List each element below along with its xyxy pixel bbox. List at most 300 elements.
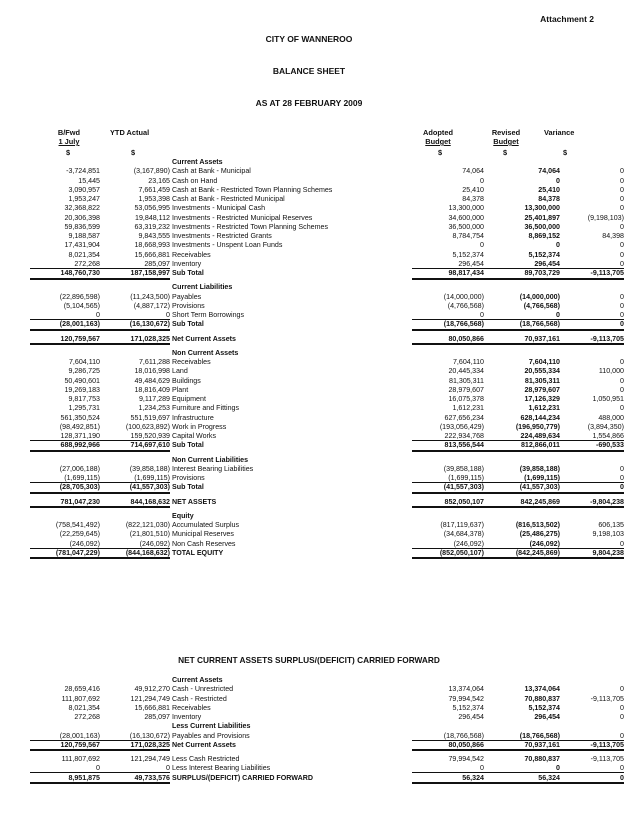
variance-cell: 110,000 — [598, 367, 624, 376]
adopted-budget-cell: (1,699,115) — [448, 474, 484, 482]
variance-cell: 0 — [620, 320, 624, 329]
bfwd-cell: 8,021,354 — [68, 250, 100, 259]
revised-budget-cell: 224,489,634 — [520, 432, 560, 440]
header-adopted: Adopted Budget — [423, 128, 453, 146]
ytd-cell: 0 — [166, 764, 170, 773]
variance-cell: 0 — [620, 358, 624, 366]
variance-cell: 0 — [620, 464, 624, 473]
revised-budget-cell: (816,513,502) — [515, 521, 560, 529]
ytd-cell: 9,117,289 — [138, 395, 170, 403]
rule-line — [30, 557, 170, 559]
adopted-budget-cell: 5,152,374 — [452, 703, 484, 712]
variance-cell: 0 — [620, 292, 624, 301]
row-label: Payables — [172, 292, 202, 301]
revised-budget-cell: (18,766,568) — [519, 320, 560, 329]
table-row — [30, 213, 624, 223]
table-row — [30, 259, 624, 269]
bfwd-cell: 20,306,398 — [64, 213, 100, 222]
rule-line — [412, 492, 624, 494]
total-row — [30, 740, 624, 750]
ytd-cell: 171,028,325 — [130, 740, 170, 749]
table-row — [30, 404, 624, 413]
revised-budget-cell: 84,378 — [538, 195, 560, 203]
ytd-cell: 285,097 — [144, 259, 170, 268]
bfwd-cell: 9,286,725 — [68, 367, 100, 376]
ytd-cell: 49,912,270 — [134, 685, 170, 694]
bfwd-cell: 0 — [96, 311, 100, 319]
adopted-budget-cell: 8,784,754 — [452, 232, 484, 240]
adopted-budget-cell: 0 — [480, 241, 484, 250]
section-heading-label: Less Current Liabilities — [172, 722, 251, 731]
variance-cell: 0 — [620, 204, 624, 213]
rule-line — [412, 506, 624, 508]
bfwd-cell: 32,368,822 — [64, 204, 100, 213]
revised-budget-cell: (18,766,568) — [519, 731, 560, 740]
bfwd-cell: 9,817,753 — [68, 395, 100, 403]
ytd-cell: 9,843,555 — [138, 232, 170, 240]
revised-budget-cell: 25,410 — [538, 185, 560, 194]
bfwd-cell: 148,760,730 — [60, 269, 100, 277]
rule-line — [412, 749, 624, 751]
adopted-budget-cell: (193,056,429) — [439, 422, 484, 431]
row-label: Receivables — [172, 703, 211, 712]
variance-cell: 0 — [620, 483, 624, 492]
ytd-cell: (3,167,890) — [133, 167, 170, 176]
adopted-budget-cell: 84,378 — [462, 195, 484, 203]
revised-budget-cell: 842,245,869 — [520, 497, 560, 506]
ytd-cell: 23,165 — [148, 176, 170, 185]
variance-cell: 0 — [620, 259, 624, 268]
adopted-budget-cell: (14,000,000) — [443, 292, 484, 301]
bfwd-cell: 128,371,190 — [60, 432, 100, 440]
variance-cell: -9,113,705 — [590, 269, 624, 277]
revised-budget-cell: 0 — [556, 764, 560, 773]
table-row — [30, 385, 624, 395]
variance-cell: 9,804,238 — [592, 548, 624, 557]
row-label: Investments - Restricted Town Planning Schemes — [172, 222, 329, 231]
adopted-budget-cell: 5,152,374 — [452, 250, 484, 259]
row-label: Equipment — [172, 395, 206, 403]
row-label: Cash on Hand — [172, 176, 218, 185]
variance-cell: 0 — [620, 311, 624, 319]
rule-line — [412, 278, 624, 280]
ytd-cell: (16,130,672) — [129, 320, 170, 329]
table-row — [30, 521, 624, 530]
row-label: Less Interest Bearing Liabilities — [172, 764, 271, 773]
section-heading — [30, 283, 596, 292]
ytd-cell: 19,848,112 — [135, 213, 170, 222]
bfwd-cell: 19,269,183 — [64, 385, 100, 394]
row-label: Inventory — [172, 713, 202, 721]
variance-cell: -9,113,705 — [590, 755, 624, 763]
row-label: Inventory — [172, 259, 202, 268]
ytd-cell: 121,294,749 — [130, 755, 170, 763]
variance-cell: 606,135 — [598, 521, 624, 529]
bfwd-cell: 17,431,904 — [64, 241, 100, 250]
revised-budget-cell: (4,766,568) — [523, 301, 560, 310]
bfwd-cell: (28,705,303) — [59, 483, 100, 492]
table-row — [30, 232, 624, 241]
bfwd-cell: 272,268 — [74, 713, 100, 721]
revised-budget-cell: (196,950,779) — [515, 422, 560, 431]
variance-cell: -9,113,705 — [590, 694, 624, 703]
ytd-cell: (4,887,172) — [133, 301, 170, 310]
variance-cell: 0 — [620, 385, 624, 394]
ytd-cell: 49,733,576 — [134, 773, 170, 782]
bfwd-cell: 8,951,875 — [68, 773, 100, 782]
ytd-cell: 49,484,629 — [134, 376, 170, 385]
bfwd-cell: 50,490,601 — [64, 376, 100, 385]
revised-budget-cell: 74,064 — [538, 167, 560, 176]
adopted-budget-cell: 852,050,107 — [444, 497, 484, 506]
revised-budget-cell: (1,699,115) — [524, 474, 560, 482]
variance-cell: 0 — [620, 195, 624, 203]
revised-budget-cell: 5,152,374 — [528, 703, 560, 712]
total-row — [30, 269, 624, 278]
bfwd-cell: 59,836,599 — [64, 222, 100, 231]
adopted-budget-cell: 74,064 — [462, 167, 484, 176]
variance-cell: 0 — [620, 685, 624, 694]
ytd-cell: 15,666,881 — [134, 703, 170, 712]
section-heading-label: Non Current Assets — [172, 348, 239, 357]
bfwd-cell: (28,001,163) — [59, 731, 100, 740]
adopted-budget-cell: (817,119,637) — [440, 521, 484, 529]
ytd-cell: 714,697,610 — [130, 441, 170, 450]
adopted-budget-cell: 1,612,231 — [452, 404, 484, 413]
section-heading-label: Non Current Liabilities — [172, 455, 249, 464]
row-label: Investments - Restricted Municipal Reserves — [172, 213, 313, 222]
ytd-cell: 159,520,939 — [130, 432, 170, 440]
ytd-cell: 18,016,998 — [134, 367, 170, 376]
section-heading-label: Equity — [172, 511, 194, 520]
adopted-budget-cell: (4,766,568) — [447, 301, 484, 310]
row-label: TOTAL EQUITY — [172, 548, 224, 557]
variance-cell: 1,554,866 — [592, 432, 624, 440]
bfwd-cell: (5,104,565) — [63, 301, 100, 310]
variance-cell: -9,804,238 — [590, 497, 624, 506]
adopted-budget-cell: 296,454 — [458, 713, 484, 721]
bfwd-cell: (1,699,115) — [64, 474, 100, 482]
section-heading-label: Current Assets — [172, 158, 223, 166]
row-label: Capital Works — [172, 432, 217, 440]
revised-budget-cell: (842,245,869) — [515, 548, 560, 557]
revised-budget-cell: 28,979,607 — [524, 385, 560, 394]
ytd-cell: 18,668,993 — [134, 241, 170, 250]
adopted-budget-cell: 79,994,542 — [448, 755, 484, 763]
row-label: Accumulated Surplus — [172, 521, 240, 529]
table-row — [30, 464, 624, 474]
table-row — [30, 167, 624, 176]
table-row — [30, 204, 624, 213]
row-label: Cash - Restricted — [172, 694, 227, 703]
ytd-cell: 121,294,749 — [130, 694, 170, 703]
ytd-cell: 1,234,253 — [138, 404, 170, 413]
ytd-cell: (1,699,115) — [134, 474, 170, 482]
row-label: Less Cash Restricted — [172, 755, 240, 763]
bfwd-cell: 111,807,692 — [61, 694, 100, 703]
row-label: Investments - Unspent Loan Funds — [172, 241, 283, 250]
table-row — [30, 395, 624, 404]
adopted-budget-cell: 80,050,866 — [448, 334, 484, 343]
ytd-cell: (11,243,500) — [130, 292, 170, 301]
row-label: Short Term Borrowings — [172, 311, 245, 319]
adopted-budget-cell: 627,656,234 — [444, 413, 484, 422]
rule-line — [30, 450, 170, 452]
variance-cell: 0 — [620, 474, 624, 482]
surplus-section-title: NET CURRENT ASSETS SURPLUS/(DEFICIT) CARRIED FORWARD — [178, 655, 440, 665]
table-row — [30, 422, 624, 432]
adopted-budget-cell: 813,556,544 — [444, 441, 484, 450]
adopted-budget-cell: 0 — [480, 176, 484, 185]
total-row — [30, 483, 624, 492]
revised-budget-cell: 0 — [556, 176, 560, 185]
table-row — [30, 530, 624, 539]
table-row — [30, 185, 624, 195]
variance-cell: 0 — [620, 167, 624, 176]
variance-cell: 0 — [620, 703, 624, 712]
variance-cell: -9,113,705 — [590, 334, 624, 343]
table-row — [30, 694, 624, 704]
row-label: Land — [172, 367, 188, 376]
revised-budget-cell: 812,866,011 — [520, 441, 560, 450]
section-heading — [30, 456, 596, 465]
variance-cell: 0 — [620, 376, 624, 385]
revised-budget-cell: 1,612,231 — [528, 404, 560, 413]
rule-line — [412, 557, 624, 559]
variance-cell: 0 — [620, 539, 624, 548]
row-label: Furniture and Fittings — [172, 404, 240, 413]
variance-cell: 0 — [620, 773, 624, 782]
revised-budget-cell: 13,374,064 — [524, 685, 560, 694]
variance-cell: -690,533 — [595, 441, 624, 450]
bfwd-cell: 0 — [96, 764, 100, 773]
revised-budget-cell: 0 — [556, 241, 560, 250]
variance-cell: (9,198,103) — [587, 213, 624, 222]
revised-budget-cell: 296,454 — [534, 259, 560, 268]
rule-line — [30, 782, 170, 784]
variance-cell: 0 — [620, 241, 624, 250]
revised-budget-cell: 81,305,311 — [524, 376, 560, 385]
revised-budget-cell: 89,703,729 — [524, 269, 560, 277]
table-row — [30, 376, 624, 386]
row-label: Sub Total — [172, 441, 204, 450]
revised-budget-cell: 25,401,897 — [524, 213, 560, 222]
bfwd-cell: (781,047,229) — [55, 548, 100, 557]
rule-line — [412, 329, 624, 331]
bfwd-cell: (98,492,851) — [59, 422, 100, 431]
dollar-adopted: $ — [438, 148, 443, 157]
bfwd-cell: -3,724,851 — [66, 167, 100, 176]
table-row — [30, 731, 624, 741]
table-row — [30, 713, 624, 722]
adopted-budget-cell: 13,374,064 — [448, 685, 484, 694]
variance-cell: 0 — [620, 731, 624, 740]
bfwd-cell: 272,268 — [74, 259, 100, 268]
table-row — [30, 301, 624, 311]
section-heading — [30, 512, 596, 521]
table-row — [30, 539, 624, 549]
row-label: Sub Total — [172, 483, 204, 492]
organisation-name: CITY OF WANNEROO — [265, 34, 353, 44]
table-row — [30, 176, 624, 186]
bfwd-cell: (758,541,492) — [55, 521, 100, 529]
adopted-budget-cell: 0 — [480, 764, 484, 773]
section-heading-label: Current Assets — [172, 676, 223, 684]
rule-line — [30, 329, 170, 331]
revised-budget-cell: 628,144,234 — [520, 413, 560, 422]
ytd-cell: 844,168,632 — [130, 497, 170, 506]
revised-budget-cell: 0 — [556, 311, 560, 319]
row-label: Net Current Assets — [172, 740, 236, 749]
row-label: Receivables — [172, 358, 211, 366]
header-variance: Variance — [544, 128, 575, 137]
section-heading — [30, 722, 596, 731]
adopted-budget-cell: 16,075,378 — [448, 395, 484, 403]
adopted-budget-cell: 7,604,110 — [452, 358, 484, 366]
section-heading — [30, 158, 596, 167]
variance-cell: 0 — [620, 250, 624, 259]
revised-budget-cell: 70,937,161 — [524, 740, 560, 749]
ytd-cell: (822,121,030) — [125, 521, 170, 529]
row-label: Municipal Reserves — [172, 530, 234, 539]
row-label: Receivables — [172, 250, 211, 259]
bfwd-cell: 9,188,587 — [68, 232, 100, 240]
ytd-cell: 7,661,459 — [138, 185, 170, 194]
table-row — [30, 413, 624, 423]
variance-cell: 1,050,951 — [592, 395, 624, 403]
revised-budget-cell: 8,869,152 — [528, 232, 560, 240]
row-label: Cash at Bank - Municipal — [172, 167, 251, 176]
surplus-table — [30, 676, 624, 783]
ytd-cell: 171,028,325 — [130, 334, 170, 343]
revised-budget-cell: 296,454 — [534, 713, 560, 721]
row-label: Buildings — [172, 376, 201, 385]
bfwd-cell: 15,445 — [78, 176, 100, 185]
revised-budget-cell: 13,300,000 — [524, 204, 560, 213]
variance-cell: (3,894,350) — [587, 422, 624, 431]
table-row — [30, 241, 624, 250]
bfwd-cell: (22,259,645) — [59, 530, 100, 539]
revised-budget-cell: 7,604,110 — [528, 358, 560, 366]
dollar-bfwd: $ — [66, 148, 71, 157]
adopted-budget-cell: 25,410 — [462, 185, 484, 194]
ytd-cell: (16,130,672) — [129, 731, 170, 740]
dollar-revised: $ — [503, 148, 508, 157]
ytd-cell: (39,858,188) — [129, 464, 170, 473]
row-label: Plant — [172, 385, 189, 394]
revised-budget-cell: 70,937,161 — [524, 334, 560, 343]
table-row — [30, 311, 624, 320]
table-row — [30, 358, 624, 367]
row-label: Provisions — [172, 301, 205, 310]
ytd-cell: (100,623,892) — [125, 422, 170, 431]
row-label: Payables and Provisions — [172, 731, 250, 740]
attachment-label: Attachment 2 — [540, 14, 594, 24]
row-label: Infrastructure — [172, 413, 214, 422]
total-row — [30, 773, 624, 783]
revised-budget-cell: (14,000,000) — [519, 292, 560, 301]
adopted-budget-cell: 34,600,000 — [448, 213, 484, 222]
ytd-cell: 15,666,881 — [134, 250, 170, 259]
ytd-cell: (844,168,632) — [125, 548, 170, 557]
bfwd-cell: 781,047,230 — [60, 497, 100, 506]
section-heading — [30, 676, 596, 685]
variance-cell: 9,198,103 — [592, 530, 624, 539]
row-label: Cash at Bank - Restricted Town Planning Schemes — [172, 185, 333, 194]
table-row — [30, 367, 624, 376]
revised-budget-cell: 17,126,329 — [524, 395, 560, 403]
variance-cell: 0 — [620, 301, 624, 310]
balance-sheet-table — [30, 158, 624, 558]
adopted-budget-cell: (852,050,107) — [439, 548, 484, 557]
total-row — [30, 497, 624, 507]
adopted-budget-cell: (41,557,303) — [443, 483, 484, 492]
bfwd-cell: 120,759,567 — [60, 334, 100, 343]
header-ytd: YTD Actual — [110, 128, 150, 137]
ytd-cell: 7,611,288 — [138, 358, 170, 366]
revised-budget-cell: 20,555,334 — [524, 367, 560, 376]
adopted-budget-cell: 20,445,334 — [448, 367, 484, 376]
rule-line — [30, 343, 170, 345]
ytd-cell: 53,056,995 — [134, 204, 170, 213]
section-heading — [30, 349, 596, 358]
row-label: Investments - Restricted Grants — [172, 232, 272, 240]
bfwd-cell: (27,006,188) — [59, 464, 100, 473]
adopted-budget-cell: 296,454 — [458, 259, 484, 268]
variance-cell: 0 — [620, 176, 624, 185]
table-row — [30, 432, 624, 441]
revised-budget-cell: 70,880,837 — [524, 755, 560, 763]
adopted-budget-cell: 80,050,866 — [448, 740, 484, 749]
bfwd-cell: 688,992,966 — [60, 441, 100, 450]
row-label: Sub Total — [172, 320, 204, 329]
adopted-budget-cell: 81,305,311 — [449, 376, 484, 385]
rule-line — [30, 278, 170, 280]
ytd-cell: 18,816,409 — [134, 385, 170, 394]
dollar-ytd: $ — [131, 148, 136, 157]
variance-cell: 0 — [620, 185, 624, 194]
row-label: Sub Total — [172, 269, 204, 277]
revised-budget-cell: 36,500,000 — [524, 222, 560, 231]
bfwd-cell: 3,090,957 — [68, 185, 100, 194]
table-row — [30, 703, 624, 713]
table-row — [30, 474, 624, 483]
table-row — [30, 685, 624, 694]
adopted-budget-cell: 36,500,000 — [448, 222, 484, 231]
variance-cell: 0 — [620, 222, 624, 231]
header-bfwd: B/Fwd 1 July — [57, 128, 81, 146]
bfwd-cell: 1,295,731 — [68, 404, 100, 413]
row-label: SURPLUS/(DEFICIT) CARRIED FORWARD — [172, 773, 313, 782]
ytd-cell: 0 — [166, 311, 170, 319]
rule-line — [30, 492, 170, 494]
revised-budget-cell: 70,880,837 — [524, 694, 560, 703]
adopted-budget-cell: (18,766,568) — [443, 320, 484, 329]
rule-line — [412, 782, 624, 784]
dollar-variance: $ — [563, 148, 568, 157]
bfwd-cell: 8,021,354 — [68, 703, 100, 712]
table-row — [30, 195, 624, 204]
row-label: NET ASSETS — [172, 497, 217, 506]
adopted-budget-cell: (39,858,188) — [443, 464, 484, 473]
rule-line — [412, 343, 624, 345]
ytd-cell: (246,092) — [139, 539, 170, 548]
table-row — [30, 764, 624, 773]
variance-cell: 0 — [620, 404, 624, 413]
total-row — [30, 548, 624, 558]
table-row — [30, 250, 624, 260]
total-row — [30, 320, 624, 329]
